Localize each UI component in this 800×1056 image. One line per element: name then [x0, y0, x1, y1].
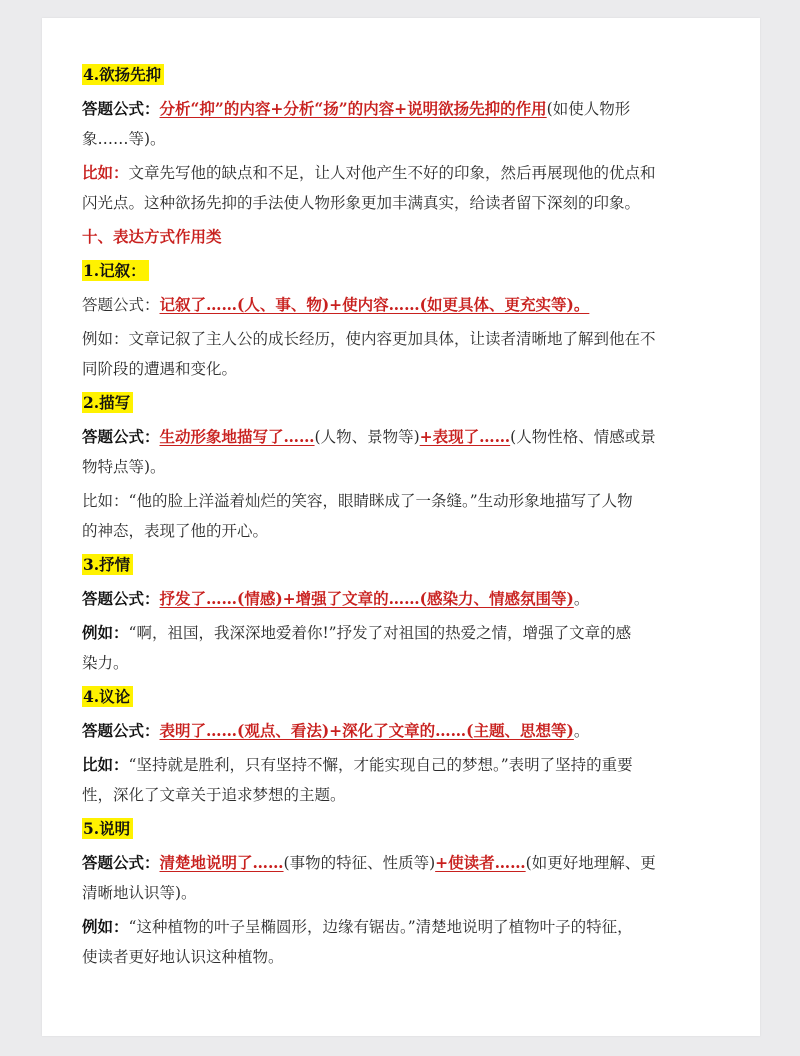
example-label: 比如：: [82, 163, 129, 182]
example-text: “啊，祖国，我深深地爱着你!”抒发了对祖国的热爱之情，增强了文章的感: [128, 624, 632, 642]
formula-note-part1: (事物的特征、性质等): [283, 854, 436, 872]
example-text-cont: 同阶段的遭遇和变化。: [82, 360, 238, 378]
example-text: 文章记叙了主人公的成长经历，使内容更加具体，让读者清晰地了解到他在不: [128, 330, 656, 348]
heading-lyricism: 3.抒情: [82, 554, 133, 575]
formula-end: 。: [573, 590, 590, 608]
example-text-cont: 性，深化了文章关于追求梦想的主题。: [82, 786, 346, 804]
formula-label: 答题公式：: [82, 427, 160, 446]
formula-note-part2: (人物性格、情感或景: [510, 428, 656, 446]
formula-note-cont: 物特点等)。: [82, 458, 166, 476]
formula-text: 记叙了……(人、事、物)+使内容……(如更具体、更充实等)。: [159, 295, 590, 314]
document-content: [82, 60, 722, 972]
heading-description: 2.描写: [82, 392, 133, 413]
example-label: 例如：: [82, 917, 129, 936]
example-label: 例如：: [82, 330, 129, 348]
formula-text-part2: +使读者……: [435, 853, 526, 872]
example-text: “他的脸上洋溢着灿烂的笑容，眼睛眯成了一条缝。”生动形象地描写了人物: [128, 492, 633, 510]
section-heading-expression-methods: 十、表达方式作用类: [82, 227, 222, 246]
example-label: 比如：: [82, 492, 129, 510]
formula-text: 分析“抑”的内容+分析“扬”的内容+说明欲扬先抑的作用: [159, 99, 547, 118]
heading-exposition: 5.说明: [82, 818, 133, 839]
formula-text: 抒发了……(情感)+增强了文章的……(感染力、情感氛围等): [159, 589, 574, 608]
example-text: “坚持就是胜利，只有坚持不懈，才能实现自己的梦想。”表明了坚持的重要: [128, 756, 633, 774]
example-text: 文章先写他的缺点和不足，让人对他产生不好的印象，然后再展现他的优点和: [128, 164, 656, 182]
formula-label: 答题公式：: [82, 589, 160, 608]
formula-label: 答题公式：: [82, 99, 160, 118]
formula-text-part1: 清楚地说明了……: [159, 853, 284, 872]
example-text: “这种植物的叶子呈椭圆形，边缘有锯齿。”清楚地说明了植物叶子的特征，: [128, 918, 633, 936]
formula-text-part2: +表现了……: [419, 427, 511, 446]
heading-narration: 1.记叙：: [82, 260, 149, 281]
example-label: 例如：: [82, 623, 129, 642]
formula-text: 表明了……(观点、看法)+深化了文章的……(主题、思想等): [159, 721, 574, 740]
heading-argumentation: 4.议论: [82, 686, 133, 707]
example-text-cont: 的神态，表现了他的开心。: [82, 522, 269, 540]
formula-label: 答题公式：: [82, 853, 160, 872]
heading-yu-yang-xian-yi: 4.欲扬先抑: [82, 64, 164, 85]
example-text-cont: 使读者更好地认识这种植物。: [82, 948, 284, 966]
formula-note-part2: (如更好地理解、更: [525, 854, 656, 872]
document-page: [42, 18, 760, 1036]
example-label: 比如：: [82, 755, 129, 774]
formula-label: 答题公式：: [82, 721, 160, 740]
formula-note-part1: (人物、景物等): [314, 428, 420, 446]
formula-note-cont: 象……等)。: [82, 130, 166, 148]
example-text-cont: 闪光点。这种欲扬先抑的手法使人物形象更加丰满真实，给读者留下深刻的印象。: [82, 194, 641, 212]
example-text-cont: 染力。: [82, 654, 129, 672]
formula-label: 答题公式：: [82, 296, 160, 314]
formula-text-part1: 生动形象地描写了……: [159, 427, 315, 446]
formula-end: 。: [573, 722, 590, 740]
formula-note-cont: 清晰地认识等)。: [82, 884, 197, 902]
formula-note: (如使人物形: [546, 100, 631, 118]
